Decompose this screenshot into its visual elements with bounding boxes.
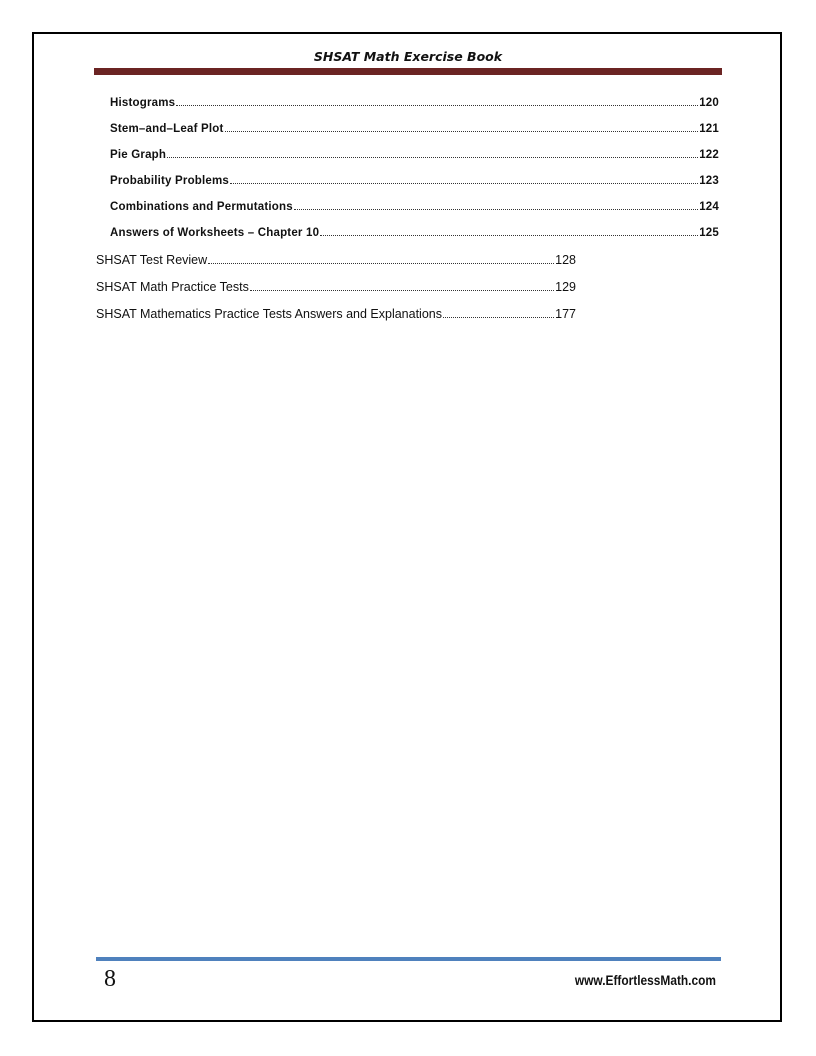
toc-entry-label: SHSAT Math Practice Tests [96,280,249,294]
toc-entry-page: 177 [555,307,576,321]
toc-entry-label: Answers of Worksheets – Chapter 10 [110,227,320,239]
dot-leader [208,263,554,264]
footer-website: www.EffortlessMath.com [574,972,716,988]
toc-entry-answers-chapter-10[interactable] [110,227,719,239]
toc-entry-page: 128 [555,253,576,267]
toc-entry-page: 121 [699,123,719,135]
toc-entry-label: SHSAT Test Review [96,253,208,267]
toc-entry-practice-tests-answers[interactable] [96,307,576,321]
running-header-title: SHSAT Math Exercise Book [313,49,503,64]
footer-rule [96,957,721,961]
toc-entry-label: Combinations and Permutations [110,201,293,213]
toc-entry-probability-problems[interactable] [110,175,719,187]
dot-leader [225,131,699,132]
toc-entry-page: 120 [699,97,719,109]
dot-leader [230,183,698,184]
toc-entry-stem-and-leaf-plot[interactable] [110,123,719,135]
dot-leader [294,209,698,210]
toc-entry-page: 123 [699,175,719,187]
toc-entry-pie-graph[interactable] [110,149,719,161]
dot-leader [320,235,698,236]
dot-leader [176,105,698,106]
toc-entry-label: SHSAT Mathematics Practice Tests Answers and Explanations [96,307,442,321]
toc-entry-label: Pie Graph [110,149,167,161]
toc-entry-page: 129 [555,280,576,294]
toc-entry-shsat-math-practice-tests[interactable] [96,280,576,294]
header-rule [94,68,722,75]
toc-entry-label: Histograms [110,97,176,109]
toc-entry-combinations-and-permutations[interactable] [110,201,719,213]
dot-leader [167,157,698,158]
toc-entry-label: Probability Problems [110,175,230,187]
dot-leader [443,317,554,318]
toc-entry-label: Stem–and–Leaf Plot [110,123,224,135]
toc-entry-page: 125 [699,227,719,239]
page-number: 8 [104,966,116,992]
toc-entry-page: 122 [699,149,719,161]
toc-entry-histograms[interactable] [110,97,719,109]
toc-entry-shsat-test-review[interactable] [96,253,576,267]
toc-entry-page: 124 [699,201,719,213]
dot-leader [250,290,554,291]
